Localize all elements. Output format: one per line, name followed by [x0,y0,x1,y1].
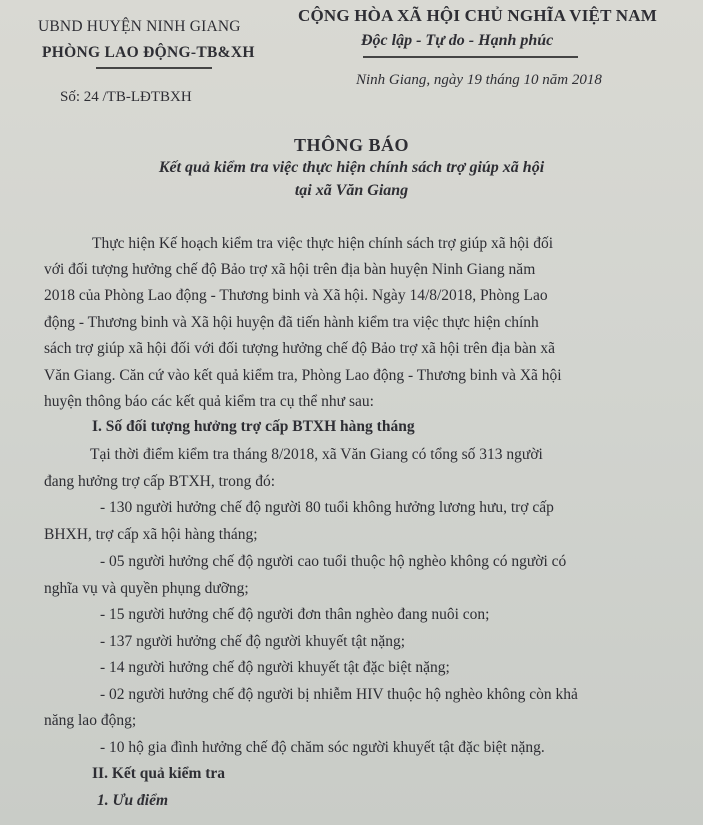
body-line: động - Thương binh và Xã hội huyện đã tiến hành kiểm tra việc thực hiện chính [44,314,539,331]
document-title: THÔNG BÁO [293,135,409,155]
list-item: - 02 người hưởng chế độ người bị nhiễm HIV thuộc hộ nghèo không còn khả [100,686,578,703]
section-heading-1: I. Số đối tượng hưởng trợ cấp BTXH hàng tháng [92,418,415,435]
agency-underline [96,67,212,69]
body-line: Tại thời điểm kiểm tra tháng 8/2018, xã Văn Giang có tổng số 313 người [90,446,543,463]
body-line: Văn Giang. Căn cứ vào kết quả kiểm tra, Phòng Lao động - Thương binh và Xã hội [44,367,562,384]
body-line: Thực hiện Kế hoạch kiểm tra việc thực hiện chính sách trợ giúp xã hội đối [92,235,554,252]
document-subtitle-line1: Kết quả kiểm tra việc thực hiện chính sách trợ giúp xã hội [158,159,545,176]
list-item: - 15 người hưởng chế độ người đơn thân nghèo đang nuôi con; [100,606,490,623]
list-item: - 05 người hưởng chế độ người cao tuổi thuộc hộ nghèo không có người có [100,553,567,570]
place-date: Ninh Giang, ngày 19 tháng 10 năm 2018 [356,72,602,88]
motto-underline [363,56,578,58]
body-line: năng lao động; [44,712,137,729]
list-item: - 130 người hưởng chế độ người 80 tuổi không hưởng lương hưu, trợ cấp [100,499,554,516]
body-line: huyện thông báo các kết quả kiểm tra cụ thể như sau: [44,393,374,410]
subsection-heading: 1. Ưu điểm [97,792,168,809]
list-item: - 137 người hưởng chế độ người khuyết tật nặng; [100,633,406,650]
national-title: CỘNG HÒA XÃ HỘI CHỦ NGHĨA VIỆT NAM [298,6,657,25]
document-number: Số: 24 /TB-LĐTBXH [60,89,192,105]
section-heading-2: II. Kết quả kiểm tra [92,765,226,782]
national-motto: Độc lập - Tự do - Hạnh phúc [361,32,554,49]
body-line: đang hưởng trợ cấp BTXH, trong đó: [44,473,275,490]
body-line: 2018 của Phòng Lao động - Thương binh và Xã hội. Ngày 14/8/2018, Phòng Lao [44,287,548,304]
body-line: với đối tượng hưởng chế độ Bảo trợ xã hội trên địa bàn huyện Ninh Giang năm [44,261,536,278]
body-line: BHXH, trợ cấp xã hội hàng tháng; [44,526,258,543]
body-line: sách trợ giúp xã hội đối với đối tượng hưởng chế độ Bảo trợ xã hội trên địa bàn xã [44,340,556,357]
department-name: PHÒNG LAO ĐỘNG-TB&XH [42,44,255,61]
list-item: - 10 hộ gia đình hưởng chế độ chăm sóc người khuyết tật đặc biệt nặng. [100,739,545,756]
document-subtitle-line2: tại xã Văn Giang [294,182,409,199]
agency-name: UBND HUYỆN NINH GIANG [38,18,241,35]
list-item: - 14 người hưởng chế độ người khuyết tật đặc biệt nặng; [100,659,450,676]
body-line: nghĩa vụ và quyền phụng dưỡng; [44,580,249,597]
